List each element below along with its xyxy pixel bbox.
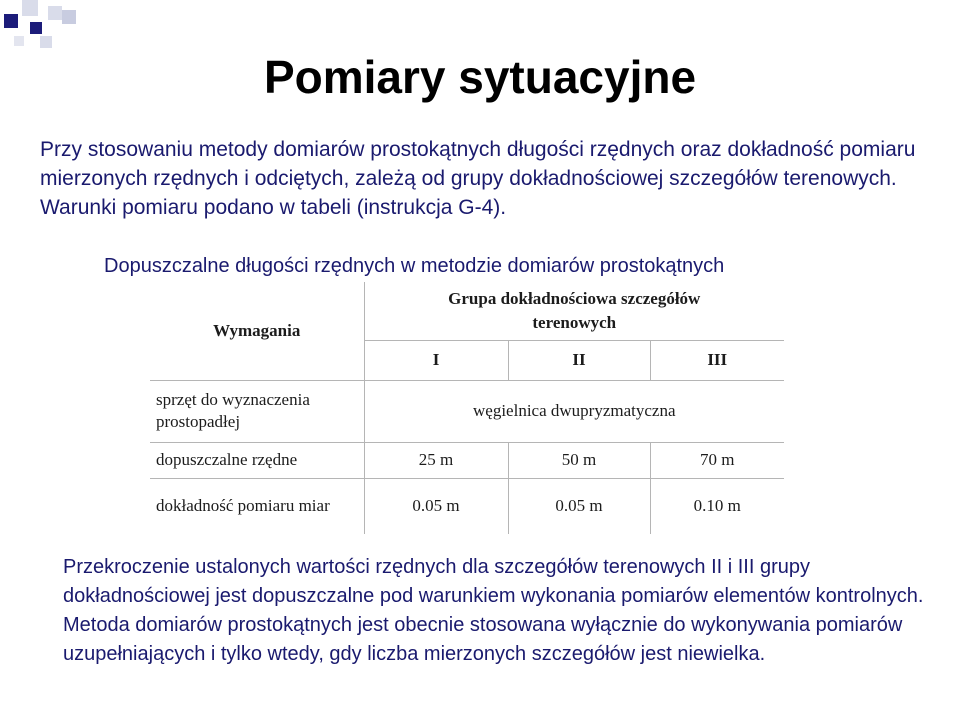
header-group: Grupa dokładnościowa szczegółów terenowych xyxy=(364,282,784,340)
header-group-3: III xyxy=(650,340,784,380)
notes-section xyxy=(63,553,933,669)
intro-paragraph: Przy stosowaniu metody domiarów prostokątnych długości rzędnych oraz dokładność pomiaru mierzonych rzędnych i odciętych, zależą od grupy dokładnościowej szczegółów terenowych. Warunki pomiaru podano w tabeli (instrukcja G-4). xyxy=(40,138,916,219)
requirements-table-container xyxy=(150,282,790,542)
row-label-equipment: sprzęt do wyznaczenia prostopadłej xyxy=(150,380,364,442)
cell-equipment: węgielnica dwupryzmatyczna xyxy=(364,380,784,442)
table-row xyxy=(150,478,784,534)
cell-accuracy-group-1: 0.05 m xyxy=(364,478,508,534)
row-label-accuracy: dokładność pomiaru miar xyxy=(150,478,364,534)
table-row xyxy=(150,380,784,442)
cell-accuracy-group-3: 0.10 m xyxy=(650,478,784,534)
table-caption: Dopuszczalne długości rzędnych w metodzie domiarów prostokątnych xyxy=(104,255,725,277)
header-group-2: II xyxy=(508,340,650,380)
note-paragraph-1: Przekroczenie ustalonych wartości rzędnych dla szczegółów terenowych II i III grupy dokładnościowej jest dopuszczalne pod warunkiem wykonania pomiarów elementów kontrolnych. xyxy=(63,556,924,607)
requirements-table xyxy=(150,282,784,534)
table-row xyxy=(150,442,784,478)
header-requirements: Wymagania xyxy=(150,282,364,380)
cell-ordinates-group-2: 50 m xyxy=(508,442,650,478)
row-label-ordinates: dopuszczalne rzędne xyxy=(150,442,364,478)
cell-ordinates-group-3: 70 m xyxy=(650,442,784,478)
header-group-1: I xyxy=(364,340,508,380)
slide-title: Pomiary sytuacyjne xyxy=(263,51,697,103)
note-paragraph-2: Metoda domiarów prostokątnych jest obecnie stosowana wyłącznie do wykonywania pomiarów uzupełniających i tylko wtedy, gdy liczba mierzonych szczegółów jest niewielka. xyxy=(63,614,903,665)
cell-accuracy-group-2: 0.05 m xyxy=(508,478,650,534)
cell-ordinates-group-1: 25 m xyxy=(364,442,508,478)
